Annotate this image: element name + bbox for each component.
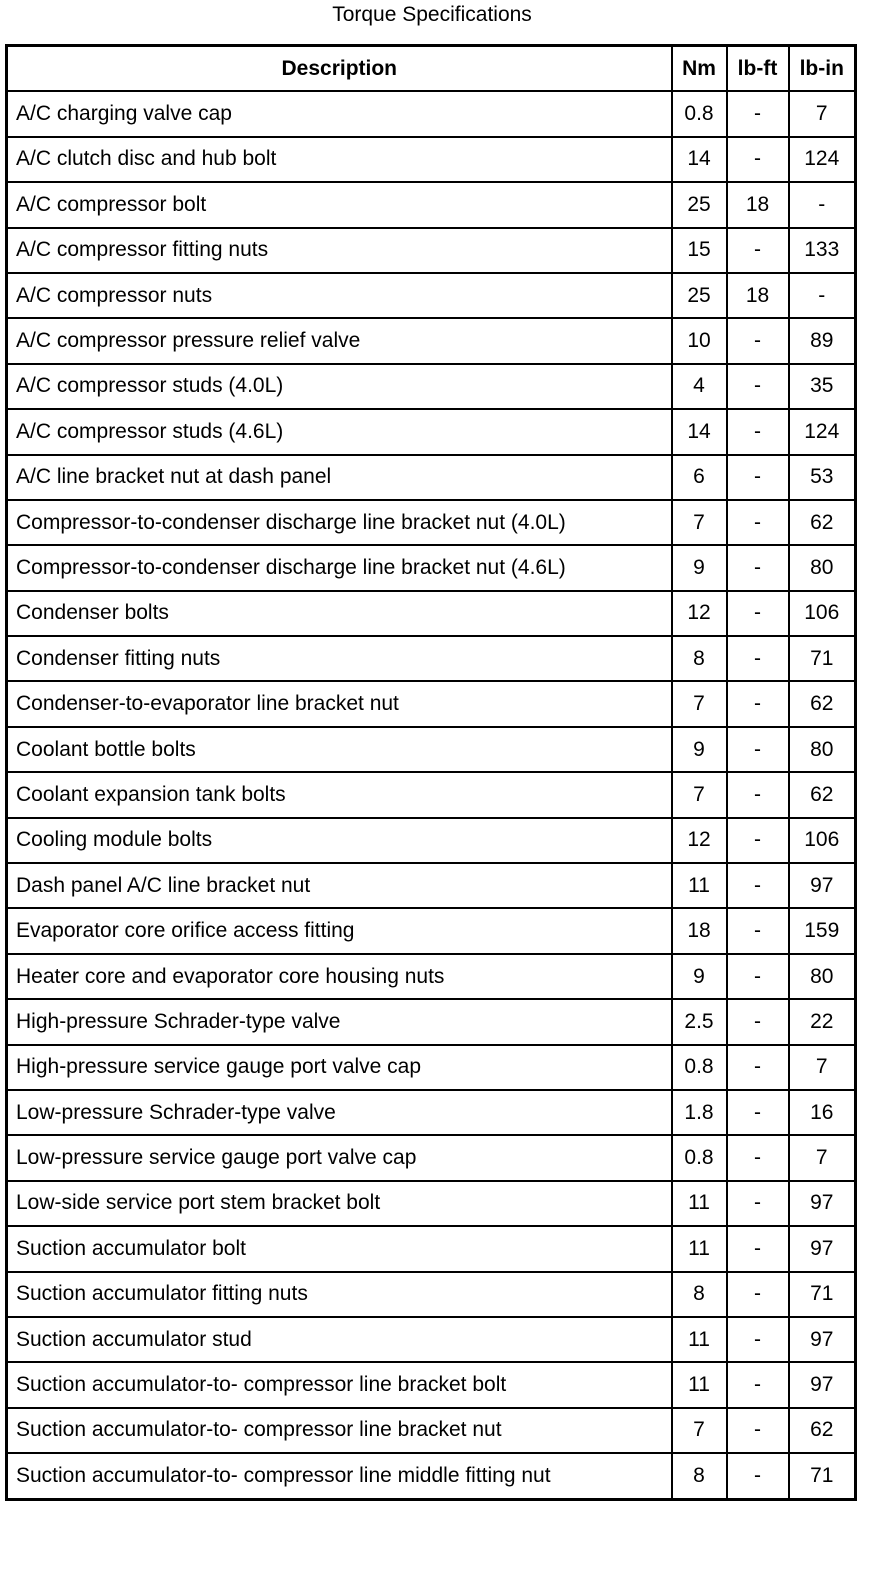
table-row <box>7 182 856 227</box>
cell-nm: 6 <box>672 455 727 500</box>
table-row <box>7 409 856 454</box>
table-row <box>7 908 856 953</box>
cell-nm: 4 <box>672 364 727 409</box>
cell-nm: 14 <box>672 409 727 454</box>
table-row <box>7 91 856 136</box>
cell-nm: 11 <box>672 1226 727 1271</box>
cell-nm: 0.8 <box>672 91 727 136</box>
cell-lbft: - <box>727 1090 789 1135</box>
cell-lbin: 7 <box>789 1045 856 1090</box>
cell-nm: 7 <box>672 1408 727 1453</box>
cell-lbin: 97 <box>789 1226 856 1271</box>
cell-lbft: - <box>727 364 789 409</box>
cell-description: Low-pressure Schrader-type valve <box>7 1090 672 1135</box>
cell-lbin: 80 <box>789 545 856 590</box>
cell-lbin: 97 <box>789 1181 856 1226</box>
cell-description: A/C compressor fitting nuts <box>7 228 672 273</box>
cell-description: Suction accumulator stud <box>7 1317 672 1362</box>
cell-lbft: - <box>727 1317 789 1362</box>
cell-lbin: - <box>789 182 856 227</box>
cell-lbin: 71 <box>789 636 856 681</box>
cell-lbft: 18 <box>727 273 789 318</box>
cell-lbft: 18 <box>727 182 789 227</box>
cell-description: Compressor-to-condenser discharge line bracket nut (4.0L) <box>7 500 672 545</box>
header-lbin: lb-in <box>789 46 856 92</box>
cell-nm: 8 <box>672 636 727 681</box>
cell-lbin: 106 <box>789 591 856 636</box>
cell-lbft: - <box>727 999 789 1044</box>
cell-nm: 7 <box>672 772 727 817</box>
cell-nm: 0.8 <box>672 1045 727 1090</box>
cell-lbft: - <box>727 137 789 182</box>
table-row <box>7 999 856 1044</box>
table-row <box>7 1317 856 1362</box>
cell-nm: 0.8 <box>672 1135 727 1180</box>
cell-lbft: - <box>727 318 789 363</box>
cell-description: A/C compressor pressure relief valve <box>7 318 672 363</box>
table-row <box>7 863 856 908</box>
cell-description: Low-side service port stem bracket bolt <box>7 1181 672 1226</box>
cell-lbin: 159 <box>789 908 856 953</box>
table-header-row <box>7 46 856 92</box>
cell-lbin: 80 <box>789 954 856 999</box>
table-row <box>7 727 856 772</box>
header-description: Description <box>7 46 672 92</box>
cell-lbin: 106 <box>789 818 856 863</box>
cell-lbin: 80 <box>789 727 856 772</box>
cell-lbin: 89 <box>789 318 856 363</box>
cell-lbin: 16 <box>789 1090 856 1135</box>
cell-description: Evaporator core orifice access fitting <box>7 908 672 953</box>
cell-nm: 12 <box>672 591 727 636</box>
cell-nm: 8 <box>672 1272 727 1317</box>
cell-lbft: - <box>727 1135 789 1180</box>
cell-lbin: 7 <box>789 91 856 136</box>
cell-nm: 10 <box>672 318 727 363</box>
torque-table <box>5 44 857 1501</box>
cell-lbft: - <box>727 1226 789 1271</box>
cell-description: Coolant expansion tank bolts <box>7 772 672 817</box>
cell-description: A/C compressor nuts <box>7 273 672 318</box>
cell-lbin: 62 <box>789 772 856 817</box>
table-row <box>7 591 856 636</box>
cell-lbin: 62 <box>789 1408 856 1453</box>
table-row <box>7 318 856 363</box>
cell-lbft: - <box>727 1181 789 1226</box>
cell-description: High-pressure service gauge port valve cap <box>7 1045 672 1090</box>
cell-lbft: - <box>727 1045 789 1090</box>
cell-description: A/C line bracket nut at dash panel <box>7 455 672 500</box>
table-row <box>7 1408 856 1453</box>
cell-lbft: - <box>727 1362 789 1407</box>
cell-lbft: - <box>727 818 789 863</box>
table-row <box>7 954 856 999</box>
cell-description: A/C clutch disc and hub bolt <box>7 137 672 182</box>
cell-description: Condenser fitting nuts <box>7 636 672 681</box>
cell-lbft: - <box>727 545 789 590</box>
cell-description: A/C charging valve cap <box>7 91 672 136</box>
table-row <box>7 1090 856 1135</box>
cell-description: Compressor-to-condenser discharge line bracket nut (4.6L) <box>7 545 672 590</box>
page-title: Torque Specifications <box>332 3 532 26</box>
cell-nm: 1.8 <box>672 1090 727 1135</box>
cell-lbft: - <box>727 1408 789 1453</box>
cell-description: Suction accumulator bolt <box>7 1226 672 1271</box>
cell-description: A/C compressor studs (4.0L) <box>7 364 672 409</box>
cell-nm: 7 <box>672 500 727 545</box>
cell-lbft: - <box>727 409 789 454</box>
cell-nm: 18 <box>672 908 727 953</box>
cell-lbin: 22 <box>789 999 856 1044</box>
cell-nm: 12 <box>672 818 727 863</box>
cell-lbin: 133 <box>789 228 856 273</box>
cell-nm: 11 <box>672 1317 727 1362</box>
cell-lbft: - <box>727 1272 789 1317</box>
cell-description: Condenser bolts <box>7 591 672 636</box>
cell-description: Suction accumulator-to- compressor line bracket bolt <box>7 1362 672 1407</box>
cell-description: Suction accumulator-to- compressor line bracket nut <box>7 1408 672 1453</box>
cell-lbin: 124 <box>789 137 856 182</box>
cell-nm: 11 <box>672 1362 727 1407</box>
table-row <box>7 1181 856 1226</box>
cell-lbft: - <box>727 863 789 908</box>
table-row <box>7 1226 856 1271</box>
cell-description: Suction accumulator fitting nuts <box>7 1272 672 1317</box>
cell-nm: 25 <box>672 273 727 318</box>
cell-nm: 2.5 <box>672 999 727 1044</box>
cell-lbin: 62 <box>789 500 856 545</box>
table-row <box>7 228 856 273</box>
cell-description: A/C compressor studs (4.6L) <box>7 409 672 454</box>
table-body <box>7 91 856 1499</box>
cell-lbin: 124 <box>789 409 856 454</box>
table-row <box>7 545 856 590</box>
table-row <box>7 1272 856 1317</box>
cell-lbin: 71 <box>789 1453 856 1499</box>
cell-lbft: - <box>727 954 789 999</box>
cell-nm: 11 <box>672 1181 727 1226</box>
cell-nm: 8 <box>672 1453 727 1499</box>
table-row <box>7 1362 856 1407</box>
header-lbft: lb-ft <box>727 46 789 92</box>
cell-nm: 25 <box>672 182 727 227</box>
cell-lbin: - <box>789 273 856 318</box>
cell-nm: 15 <box>672 228 727 273</box>
cell-lbft: - <box>727 91 789 136</box>
cell-nm: 9 <box>672 545 727 590</box>
cell-description: Coolant bottle bolts <box>7 727 672 772</box>
cell-nm: 11 <box>672 863 727 908</box>
cell-lbft: - <box>727 772 789 817</box>
cell-lbin: 62 <box>789 681 856 726</box>
cell-description: A/C compressor bolt <box>7 182 672 227</box>
cell-lbin: 7 <box>789 1135 856 1180</box>
cell-description: Dash panel A/C line bracket nut <box>7 863 672 908</box>
cell-lbin: 35 <box>789 364 856 409</box>
cell-lbft: - <box>727 455 789 500</box>
table-row <box>7 818 856 863</box>
cell-lbft: - <box>727 681 789 726</box>
cell-description: Cooling module bolts <box>7 818 672 863</box>
cell-description: Low-pressure service gauge port valve cap <box>7 1135 672 1180</box>
table-row <box>7 1045 856 1090</box>
cell-nm: 14 <box>672 137 727 182</box>
cell-description: Heater core and evaporator core housing nuts <box>7 954 672 999</box>
table-row <box>7 772 856 817</box>
table-row <box>7 636 856 681</box>
cell-nm: 7 <box>672 681 727 726</box>
table-row <box>7 364 856 409</box>
cell-lbft: - <box>727 228 789 273</box>
cell-lbin: 97 <box>789 1362 856 1407</box>
cell-lbin: 53 <box>789 455 856 500</box>
cell-description: Suction accumulator-to- compressor line middle fitting nut <box>7 1453 672 1499</box>
table-row <box>7 137 856 182</box>
table-row <box>7 273 856 318</box>
cell-lbft: - <box>727 636 789 681</box>
cell-lbft: - <box>727 908 789 953</box>
table-row <box>7 681 856 726</box>
cell-lbin: 97 <box>789 1317 856 1362</box>
cell-nm: 9 <box>672 954 727 999</box>
cell-lbft: - <box>727 727 789 772</box>
cell-nm: 9 <box>672 727 727 772</box>
cell-lbft: - <box>727 591 789 636</box>
cell-lbft: - <box>727 1453 789 1499</box>
table-row <box>7 455 856 500</box>
cell-description: High-pressure Schrader-type valve <box>7 999 672 1044</box>
cell-lbin: 97 <box>789 863 856 908</box>
table-row <box>7 500 856 545</box>
cell-lbin: 71 <box>789 1272 856 1317</box>
header-nm: Nm <box>672 46 727 92</box>
cell-description: Condenser-to-evaporator line bracket nut <box>7 681 672 726</box>
table-row <box>7 1135 856 1180</box>
table-row <box>7 1453 856 1499</box>
cell-lbft: - <box>727 500 789 545</box>
